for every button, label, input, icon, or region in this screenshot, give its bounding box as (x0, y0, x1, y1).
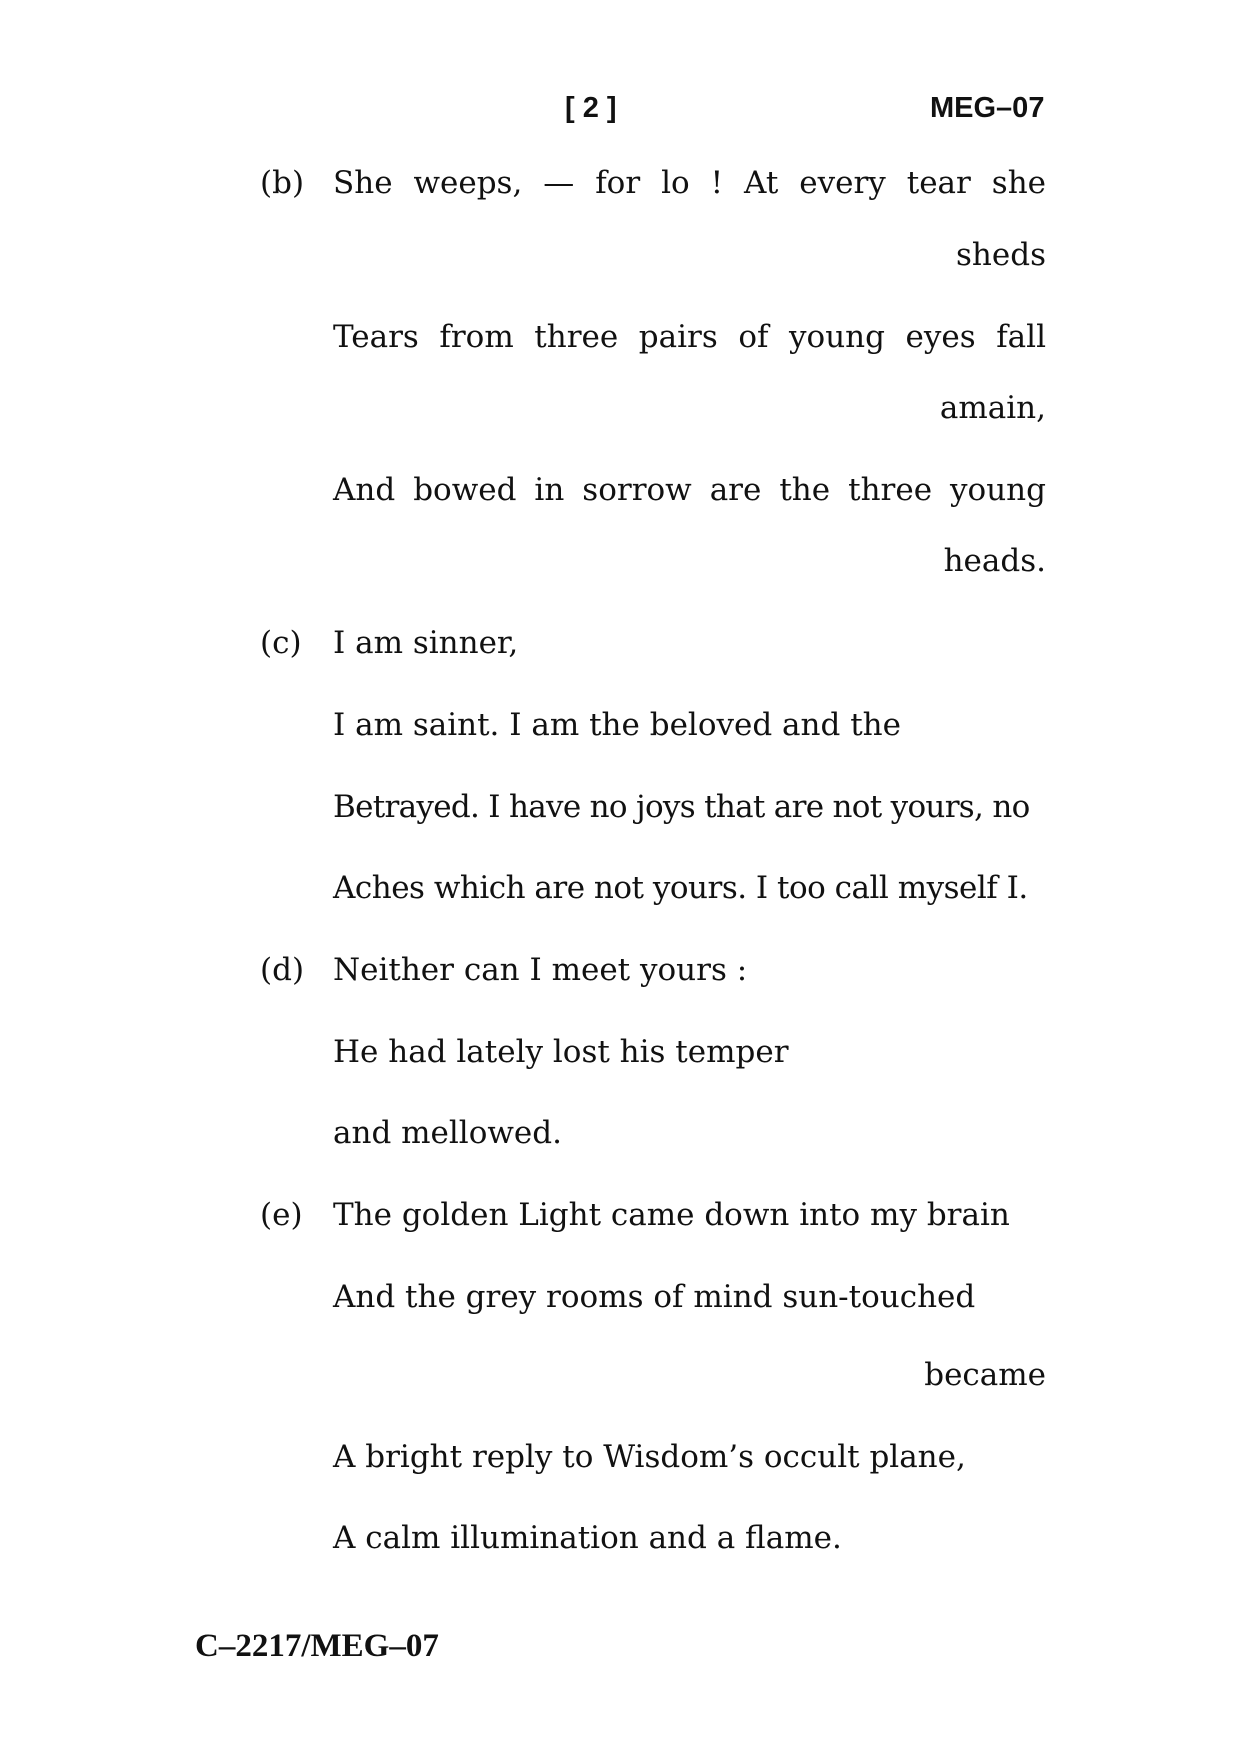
passage-line: He had lately lost his temper (333, 1034, 789, 1070)
passage-line: Tears from three pairs of young eyes fall (333, 319, 1046, 355)
passage-label-b: (b) (260, 165, 305, 201)
passage-line-continuation: heads. (943, 543, 1046, 579)
page-number: [ 2 ] (565, 92, 617, 124)
passage-line: Aches which are not yours. I too call myself I. (333, 870, 1028, 906)
passage-label-e: (e) (260, 1197, 303, 1233)
passage-line: And bowed in sorrow are the three young (333, 472, 1046, 508)
passage-line: A calm illumination and a flame. (333, 1520, 842, 1556)
course-code: MEG–07 (930, 92, 1045, 124)
passage-line: I am sinner, (333, 625, 519, 661)
passage-line: Neither can I meet yours : (333, 952, 748, 988)
passage-label-c: (c) (260, 625, 302, 661)
passage-line: A bright reply to Wisdom’s occult plane, (333, 1439, 966, 1475)
passage-line-continuation: sheds (956, 237, 1046, 273)
passage-line-continuation: amain, (939, 390, 1046, 426)
passage-line: and mellowed. (333, 1115, 562, 1151)
passage-line: The golden Light came down into my brain (333, 1197, 1010, 1233)
passage-line: Betrayed. I have no joys that are not yours, no (333, 789, 1030, 825)
passage-line: And the grey rooms of mind sun-touched (333, 1279, 976, 1315)
footer-paper-code: C–2217/MEG–07 (195, 1628, 439, 1664)
passage-line-continuation: became (924, 1357, 1046, 1393)
passage-label-d: (d) (260, 952, 305, 988)
passage-line: She weeps, — for lo ! At every tear she (333, 165, 1046, 201)
passage-line: I am saint. I am the beloved and the (333, 707, 901, 743)
